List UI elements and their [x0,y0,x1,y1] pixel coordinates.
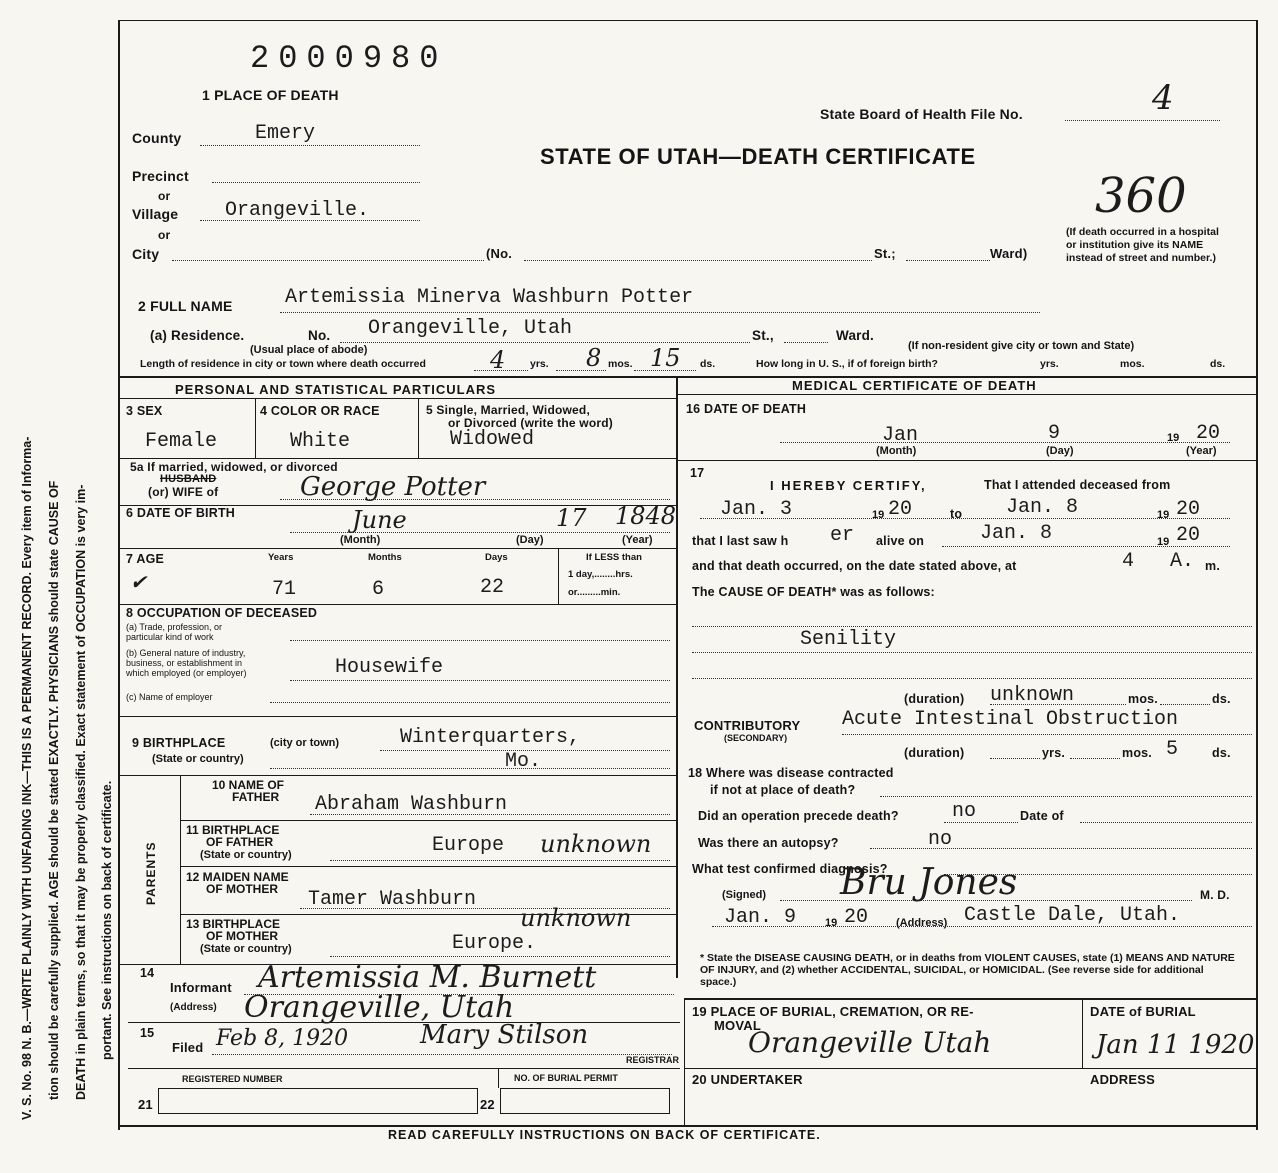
death-occurred-label: and that death occurred, on the date stated above, at [692,559,1017,573]
precinct-label: Precinct [132,168,189,184]
burial-permit-prefix: 22 [480,1097,495,1112]
physician-signature: Bru Jones [840,862,1018,903]
duration-ds-label: ds. [1212,692,1231,706]
marital-value: Widowed [450,428,535,451]
full-name-label: 2 FULL NAME [138,298,233,314]
us-yrs-label: yrs. [1040,358,1059,370]
contributory-value: Acute Intestinal Obstruction [842,708,1179,731]
attended-from-year-prefix: 19 [872,509,885,521]
burial-place-label-2: MOVAL [714,1018,761,1033]
bottom-border [118,1125,1258,1127]
dod-year: 20 [1196,422,1221,445]
birthplace-sub: (city or town) [270,737,340,749]
length-ds-label: ds. [700,358,716,370]
duration-value: unknown [990,684,1075,707]
last-saw-value: er [830,524,855,547]
mother-label-2: OF MOTHER [206,882,278,896]
margin-instructions-4: portant. See instructions on back of certificate. [100,780,114,1060]
file-no-label: State Board of Health File No. [820,106,1023,122]
contributory-label: CONTRIBUTORY [694,718,801,733]
age-less-1: If LESS than [586,552,642,563]
spouse-label-1: 5a If married, widowed, or divorced [130,460,338,474]
age-years-value: 71 [272,578,297,601]
county-label: County [132,130,182,146]
top-border [118,20,1258,21]
attended-to-year: 20 [1176,498,1201,521]
age-months-value: 6 [372,578,385,601]
margin-instructions-2: tion should be carefully supplied. AGE should be stated EXACTLY. PHYSICIANS should state CAUSE OF [47,480,61,1100]
certify-number: 17 [690,466,705,480]
registrar-label: REGISTRAR [626,1055,680,1065]
city-st-label: St.; [874,246,896,261]
duration2-yrs-label: yrs. [1042,746,1066,760]
burial-permit-label: NO. OF BURIAL PERMIT [514,1073,618,1083]
mbirth-label-1: 13 BIRTHPLACE [186,917,281,931]
md-label: M. D. [1200,888,1230,902]
certify-phrase: I HEREBY CERTIFY, [770,478,927,493]
filed-label: Filed [172,1040,204,1055]
mother-value: Tamer Washburn [308,888,477,911]
fbirth-label-2: OF FATHER [206,835,274,849]
dod-month: Jan [882,424,919,447]
dod-year-prefix: 19 [1167,432,1180,444]
signed-date: Jan. 9 [724,906,797,929]
operation-value: no [952,800,977,823]
occupation-label: 8 OCCUPATION OF DECEASED [126,606,318,620]
residence-value: Orangeville, Utah [368,317,573,340]
dob-year: 1848 [615,502,677,530]
dod-day-caption: (Day) [1046,445,1074,457]
hospital-note: (If death occurred in a hospital or institution give its NAME instead of street and number.) [1066,226,1219,264]
informant-address-value: Orangeville, Utah [244,990,515,1025]
section-top-rule [118,376,1258,378]
signed-year: 20 [844,906,869,929]
place-of-death-label: 1 PLACE OF DEATH [202,87,339,103]
dob-month: June [352,506,407,534]
certificate-title: STATE OF UTAH—DEATH CERTIFICATE [540,144,976,169]
fbirth-label-3: (State or country) [200,849,292,861]
duration-mos-label: mos. [1128,692,1158,706]
or-2: or [158,228,171,242]
birthplace-state: (State or country) [152,753,244,765]
duration-label: (duration) [904,692,965,706]
burial-permit-box [500,1088,670,1114]
autopsy-label: Was there an autopsy? [698,836,839,850]
registered-number-prefix: 21 [138,1097,153,1112]
birthplace-label: 9 BIRTHPLACE [132,736,226,750]
father-label-1: 10 NAME OF [212,778,285,792]
dob-year-caption: (Year) [622,534,653,546]
last-saw-label-2: alive on [876,534,925,548]
dob-label: 6 DATE OF BIRTH [126,506,236,520]
occ-c: (c) Name of employer [126,692,213,702]
parents-label: PARENTS [144,841,158,905]
mbirth-handwritten: unknown [520,904,632,932]
length-mos-label: mos. [608,358,633,370]
city-ward-label: Ward) [990,246,1028,261]
signed-label: (Signed) [722,889,766,901]
city-no-label: (No. [486,246,513,261]
attended-from-year: 20 [888,498,913,521]
color-label: 4 COLOR OR RACE [260,404,380,418]
residence-label: (a) Residence. [150,328,245,343]
age-years-caption: Years [268,552,294,563]
fbirth-handwritten: unknown [540,830,652,858]
county-value: Emery [255,122,316,145]
dod-day: 9 [1048,422,1061,445]
village-value: Orangeville. [225,199,370,222]
informant-address-label: (Address) [170,1002,217,1013]
fbirth-label-1: 11 BIRTHPLACE [186,823,280,837]
signed-address: Castle Dale, Utah. [964,904,1181,927]
margin-instructions-1: V. S. No. 98 N. B.—WRITE PLAINLY WITH UNFADING INK—THIS IS A PERMANENT RECORD. Every item of Informa- [20,436,34,1120]
registered-number-label: REGISTERED NUMBER [182,1074,283,1084]
attended-to-date: Jan. 8 [1006,496,1079,519]
last-saw-year-prefix: 19 [1157,536,1170,548]
village-label: Village [132,206,179,222]
age-mark: ✔ [130,570,147,594]
cause-of-death-value: Senility [800,628,897,651]
certificate-number: 2000980 [250,40,448,77]
occ-b-1: (b) General nature of industry, [126,648,246,658]
attended-to-year-prefix: 19 [1157,509,1170,521]
birthplace-value: Winterquarters, [400,726,581,749]
footer-instructions: READ CAREFULLY INSTRUCTIONS ON BACK OF CERTIFICATE. [388,1128,821,1142]
mbirth-value: Europe. [452,932,537,955]
attended-from-date: Jan. 3 [720,498,793,521]
last-saw-year: 20 [1176,524,1201,547]
age-days-caption: Days [485,552,508,563]
marital-label-1: 5 Single, Married, Widowed, [426,403,590,417]
how-long-us-label: How long in U. S., if of foreign birth? [756,358,938,370]
burial-place-value: Orangeville Utah [748,1026,992,1059]
file-no-value: 4 [1152,78,1174,118]
signed-address-label: (Address) [896,917,948,929]
informant-number: 14 [140,966,155,980]
dob-day: 17 [556,504,587,532]
mother-label-1: 12 MAIDEN NAME [186,870,289,884]
or-1: or [158,189,171,203]
us-mos-label: mos. [1120,358,1145,370]
date-of-burial-value: Jan 11 1920 [1096,1030,1255,1060]
registered-number-box [158,1088,478,1114]
right-border [1256,20,1258,1130]
undertaker-address-label: ADDRESS [1090,1072,1155,1087]
marital-label-2: or Divorced (write the word) [448,416,613,430]
undertaker-label: 20 UNDERTAKER [692,1072,803,1087]
occ-b-2: business, or establishment in [126,658,243,668]
age-months-caption: Months [368,552,402,563]
nonresident-note: (If non-resident give city or town and State) [908,340,1135,352]
occ-a-2: particular kind of work [126,632,214,642]
operation-label: Did an operation precede death? [698,809,899,823]
cause-of-death-label: The CAUSE OF DEATH* was as follows: [692,585,935,599]
dod-year-caption: (Year) [1186,445,1217,457]
death-occurred-m: m. [1205,559,1220,573]
length-days: 15 [650,344,681,372]
length-years: 4 [490,346,506,374]
disease-note: * State the DISEASE CAUSING DEATH, or in deaths from VIOLENT CAUSES, state (1) MEANS AND NATURE OF INJURY, and (2) whether ACCIDENTAL, SUICIDAL, or HOMICIDAL. (See reverse side for additional space.) [700,952,1235,988]
us-ds-label: ds. [1210,358,1226,370]
spouse-value: George Potter [300,472,486,502]
father-label-2: FATHER [232,790,280,804]
informant-value: Artemissia M. Burnett [258,960,597,995]
spouse-label-2: HUSBAND [160,473,217,485]
autopsy-value: no [928,828,953,851]
test-diagnosis-label: What test confirmed diagnosis? [692,862,888,876]
dob-day-caption: (Day) [516,534,544,546]
attended-to-label: to [950,507,963,521]
filed-value: Feb 8, 1920 [216,1026,349,1051]
occ-a-1: (a) Trade, profession, or [126,622,223,632]
contributory-sub: (SECONDARY) [724,733,788,743]
occ-b-3: which employed (or employer) [126,668,247,678]
informant-label: Informant [170,980,232,995]
sex-value: Female [145,430,218,453]
registrar-value: Mary Stilson [420,1020,589,1050]
last-saw-date: Jan. 8 [980,522,1053,545]
spouse-label-3: (or) WIFE of [148,485,219,499]
occupation-value: Housewife [335,656,444,679]
father-value: Abraham Washburn [315,793,508,816]
sex-label: 3 SEX [126,404,163,418]
center-divider [676,378,678,978]
duration2-label: (duration) [904,746,965,760]
personal-section-title: PERSONAL AND STATISTICAL PARTICULARS [175,382,497,397]
residence-ward-label: Ward. [836,328,874,343]
birthplace-value-2: Mo. [505,750,542,773]
margin-instructions-3: DEATH in plain terms, so that it may be properly classified. Exact statement of OCCUPATION is very im- [74,484,88,1100]
dob-month-caption: (Month) [340,534,381,546]
fbirth-value: Europe [432,834,505,857]
duration2-mos-label: mos. [1122,746,1152,760]
age-less-3: or.........min. [568,587,621,598]
dod-label: 16 DATE OF DEATH [686,402,807,416]
duration2-mos-value: 5 [1166,738,1179,761]
usual-place-caption: (Usual place of abode) [250,344,368,356]
residence-no-label: No. [308,328,331,343]
full-name-value: Artemissia Minerva Washburn Potter [285,286,694,309]
color-value: White [290,430,351,453]
age-label: 7 AGE [126,552,165,566]
last-saw-label: that I last saw h [692,534,789,548]
mbirth-label-2: OF MOTHER [206,929,278,943]
handwritten-file-number: 360 [1095,168,1187,224]
length-residence-label: Length of residence in city or town where death occurred [140,358,426,370]
length-months: 8 [586,344,602,372]
age-days-value: 22 [480,576,505,599]
death-occurred-hour: 4 [1122,550,1135,573]
death-occurred-unit: A. [1170,550,1195,573]
disease-contracted-label-2: if not at place of death? [710,783,856,797]
certify-phrase-2: That I attended deceased from [984,478,1171,492]
duration2-ds-label: ds. [1212,746,1231,760]
operation-date-label: Date of [1020,809,1064,823]
age-less-2: 1 day,........hrs. [568,569,633,580]
length-yrs-label: yrs. [530,358,549,370]
burial-place-label: 19 PLACE OF BURIAL, CREMATION, OR RE- [692,1004,974,1019]
signed-year-prefix: 19 [825,917,838,929]
residence-st-label: St., [752,328,774,343]
medical-section-title: MEDICAL CERTIFICATE OF DEATH [792,378,1037,393]
disease-contracted-label: 18 Where was disease contracted [688,766,894,780]
city-label: City [132,246,160,262]
date-of-burial-label: DATE of BURIAL [1090,1004,1196,1019]
mbirth-label-3: (State or country) [200,943,292,955]
dod-month-caption: (Month) [876,445,917,457]
filed-number: 15 [140,1026,155,1040]
